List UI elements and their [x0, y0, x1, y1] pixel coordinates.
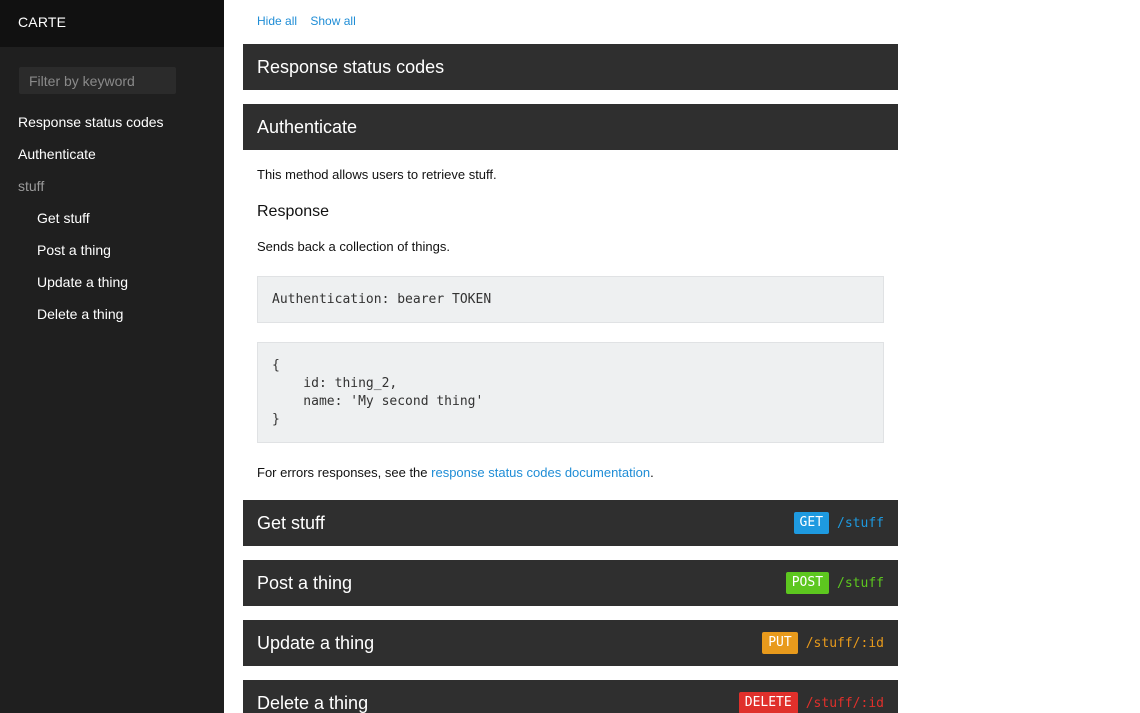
method-badge-put: PUT: [762, 632, 797, 654]
sidebar-nav: [0, 106, 224, 330]
errors-note: [257, 464, 884, 482]
section-title: Get stuff: [257, 512, 325, 533]
route-path: /stuff: [837, 575, 884, 591]
section-header-authenticate[interactable]: [243, 104, 898, 150]
response-description: Sends back a collection of things.: [257, 239, 450, 254]
route-path: /stuff/:id: [805, 635, 884, 651]
show-all-link[interactable]: Show all: [310, 14, 356, 28]
main-content: [243, 0, 898, 713]
section-title: Delete a thing: [257, 692, 369, 713]
errors-suffix: .: [650, 465, 654, 480]
section-title: Response status codes: [257, 56, 445, 77]
sidebar: [0, 0, 224, 713]
section-header-update-a-thing[interactable]: [243, 620, 898, 666]
section-title: Authenticate: [257, 116, 358, 137]
filter-input[interactable]: [19, 67, 176, 94]
sidebar-item-stuff[interactable]: stuff: [18, 178, 45, 194]
sidebar-item-update-a-thing[interactable]: Update a thing: [37, 274, 129, 290]
authenticate-body: [243, 150, 898, 482]
method-badge-post: POST: [786, 572, 829, 594]
hide-all-link[interactable]: Hide all: [257, 14, 298, 28]
route: [739, 692, 884, 713]
section-header-delete-a-thing[interactable]: [243, 680, 898, 713]
errors-prefix: For errors responses, see the: [257, 465, 432, 480]
section-header-post-a-thing[interactable]: [243, 560, 898, 606]
app-brand[interactable]: CARTE: [0, 0, 224, 47]
route-path: /stuff/:id: [805, 695, 884, 711]
route-path: /stuff: [837, 515, 884, 531]
route: [794, 512, 884, 534]
toggle-links: [243, 0, 898, 44]
method-badge-get: GET: [794, 512, 829, 534]
sidebar-item-get-stuff[interactable]: Get stuff: [37, 210, 90, 226]
section-header-response-status-codes[interactable]: [243, 44, 898, 90]
code-block-body: { id: thing_2, name: 'My second thing' }: [257, 342, 884, 443]
response-status-codes-link[interactable]: response status codes documentation: [431, 465, 651, 480]
route: [786, 572, 884, 594]
response-heading: Response: [257, 203, 330, 220]
code-block-header: Authentication: bearer TOKEN: [257, 276, 884, 323]
sidebar-item-response-status-codes[interactable]: Response status codes: [18, 114, 164, 130]
method-description: This method allows users to retrieve stuff.: [257, 167, 497, 182]
route: [762, 632, 884, 654]
sidebar-item-delete-a-thing[interactable]: Delete a thing: [37, 306, 124, 322]
section-header-get-stuff[interactable]: [243, 500, 898, 546]
sidebar-item-post-a-thing[interactable]: Post a thing: [37, 242, 111, 258]
sidebar-item-authenticate[interactable]: Authenticate: [18, 146, 96, 162]
section-title: Post a thing: [257, 572, 353, 593]
method-badge-delete: DELETE: [739, 692, 798, 713]
section-title: Update a thing: [257, 632, 375, 653]
